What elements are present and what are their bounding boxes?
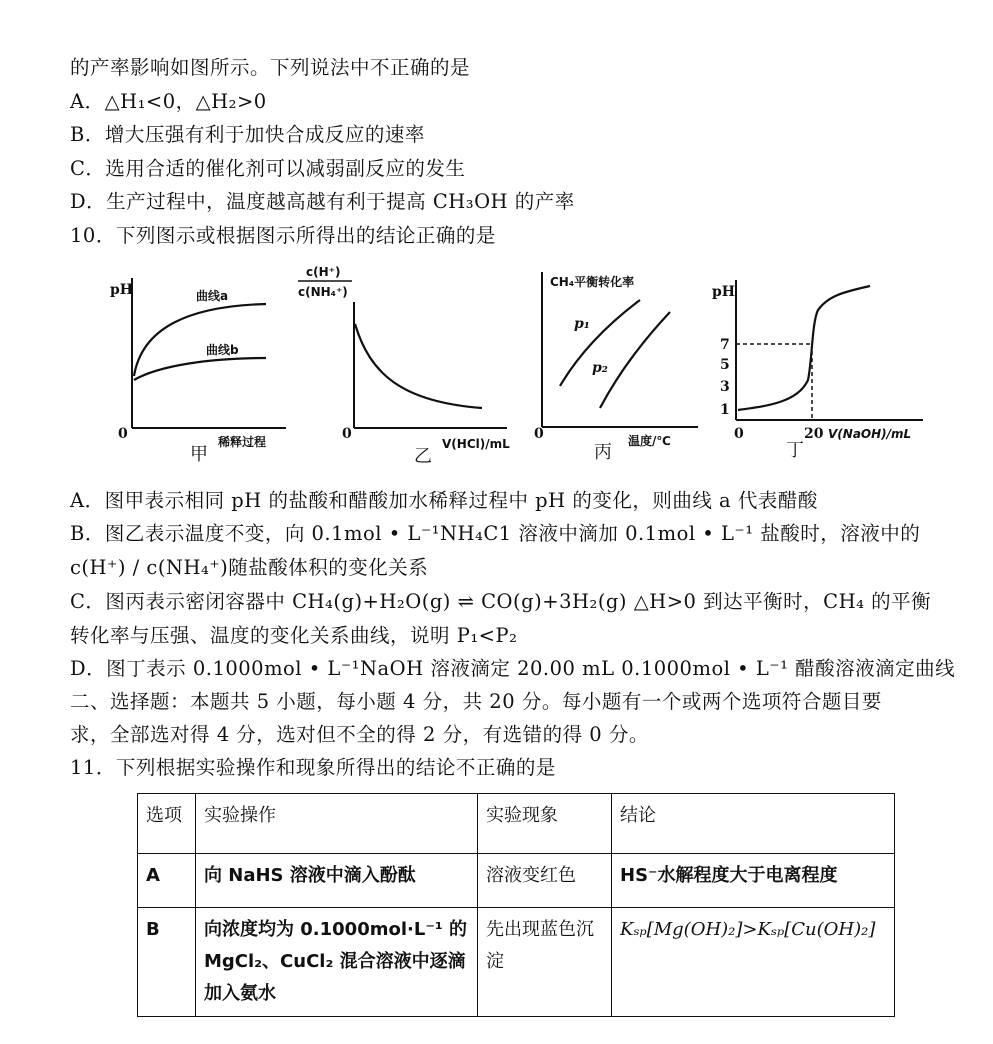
q9-stem-tail: 的产率影响如图所示。下列说法中不正确的是 [70, 56, 471, 79]
ding-ytick-7: 7 [720, 337, 730, 353]
ding-x-label: V(NaOH)/mL [828, 427, 912, 441]
q10-option-b-cont: c(H⁺) / c(NH₄⁺)随盐酸体积的变化关系 [70, 556, 429, 579]
ding-ytick-3: 3 [720, 379, 730, 395]
header-phenomenon: 实验现象 [478, 794, 612, 854]
header-operation: 实验操作 [196, 794, 478, 854]
row-a-option: A [138, 854, 196, 908]
jia-origin: 0 [118, 426, 128, 442]
jia-curve-a [134, 304, 266, 376]
row-a-phenomenon: 溶液变红色 [478, 854, 612, 908]
table-row [138, 908, 895, 1017]
table-header-row [138, 794, 895, 854]
q10-stem: 10．下列图示或根据图示所得出的结论正确的是 [70, 224, 496, 247]
jia-caption: 甲 [190, 444, 208, 465]
q9-option-c: C．选用合适的催化剂可以减弱副反应的发生 [70, 157, 466, 180]
bing-y-label: CH₄平衡转化率 [550, 275, 635, 289]
jia-y-label: pH [110, 282, 134, 298]
bing-curve-p2 [600, 312, 670, 408]
yi-y-label-denominator: c(NH₄⁺) [298, 285, 348, 299]
yi-origin: 0 [342, 426, 352, 442]
row-b-operation: 向浓度均为 0.1000mol·L⁻¹ 的 MgCl₂、CuCl₂ 混合溶液中逐滴加入氨水 [196, 908, 478, 1017]
q10-option-c: C．图丙表示密闭容器中 CH₄(g)+H₂O(g) ⇌ CO(g)+3H₂(g) △H>0 到达平衡时，CH₄ 的平衡 [70, 590, 932, 613]
ding-caption: 丁 [786, 440, 804, 461]
header-conclusion: 结论 [612, 794, 895, 854]
jia-x-label: 稀释过程 [218, 435, 267, 449]
jia-curve-b-label: 曲线b [206, 343, 239, 357]
section2-line1: 二、选择题：本题共 5 小题，每小题 4 分，共 20 分。每小题有一个或两个选项符合题目要 [70, 690, 882, 713]
row-a-conclusion: HS⁻水解程度大于电离程度 [612, 854, 895, 908]
q9-option-d: D．生产过程中，温度越高越有利于提高 CH₃OH 的产率 [70, 190, 575, 213]
figure-jia [108, 268, 298, 472]
yi-curve [355, 324, 482, 408]
bing-p2-label: p₂ [592, 360, 608, 376]
ding-curve [738, 286, 870, 410]
yi-caption: 乙 [414, 446, 432, 467]
bing-caption: 丙 [594, 442, 612, 463]
figure-ding [708, 262, 938, 471]
section2-line2: 求，全部选对得 4 分，选对但不全的得 2 分，有选错的得 0 分。 [70, 723, 649, 746]
bing-origin: 0 [534, 426, 544, 442]
q9-option-b: B．增大压强有利于加快合成反应的速率 [70, 123, 425, 146]
ding-origin: 0 [734, 426, 744, 442]
jia-curve-b [134, 358, 266, 380]
row-b-conclusion: Kₛₚ[Mg(OH)₂]>Kₛₚ[Cu(OH)₂] [612, 908, 895, 1017]
q11-table [137, 793, 895, 1017]
row-b-option: B [138, 908, 196, 1017]
q10-option-b: B．图乙表示温度不变，向 0.1mol • L⁻¹NH₄C1 溶液中滴加 0.1mol • L⁻¹ 盐酸时，溶液中的 [70, 522, 921, 545]
figure-yi [292, 262, 532, 471]
q10-option-a: A．图甲表示相同 pH 的盐酸和醋酸加水稀释过程中 pH 的变化，则曲线 a 代表醋酸 [70, 489, 818, 512]
yi-x-label: V(HCl)/mL [442, 437, 510, 451]
row-a-operation: 向 NaHS 溶液中滴入酚酞 [196, 854, 478, 908]
ding-y-label: pH [712, 284, 736, 300]
q10-option-d: D．图丁表示 0.1000mol • L⁻¹NaOH 溶液滴定 20.00 mL 0.1000mol • L⁻¹ 醋酸溶液滴定曲线 [70, 657, 956, 680]
yi-y-label-numerator: c(H⁺) [306, 265, 341, 279]
q11-stem: 11．下列根据实验操作和现象所得出的结论不正确的是 [70, 756, 556, 779]
header-option: 选项 [138, 794, 196, 854]
table-row [138, 854, 895, 908]
q9-option-a: A．△H₁<0，△H₂>0 [70, 90, 267, 113]
figure-bing [528, 262, 708, 471]
ding-xtick-20: 20 [804, 426, 824, 442]
ding-ytick-1: 1 [720, 402, 730, 418]
bing-x-label: 温度/℃ [628, 434, 671, 448]
jia-curve-a-label: 曲线a [196, 289, 229, 303]
ding-ytick-5: 5 [720, 357, 730, 373]
q10-option-c-cont: 转化率与压强、温度的变化关系曲线，说明 P₁<P₂ [70, 624, 518, 647]
bing-p1-label: p₁ [574, 316, 590, 332]
row-b-phenomenon: 先出现蓝色沉淀 [478, 908, 612, 1017]
